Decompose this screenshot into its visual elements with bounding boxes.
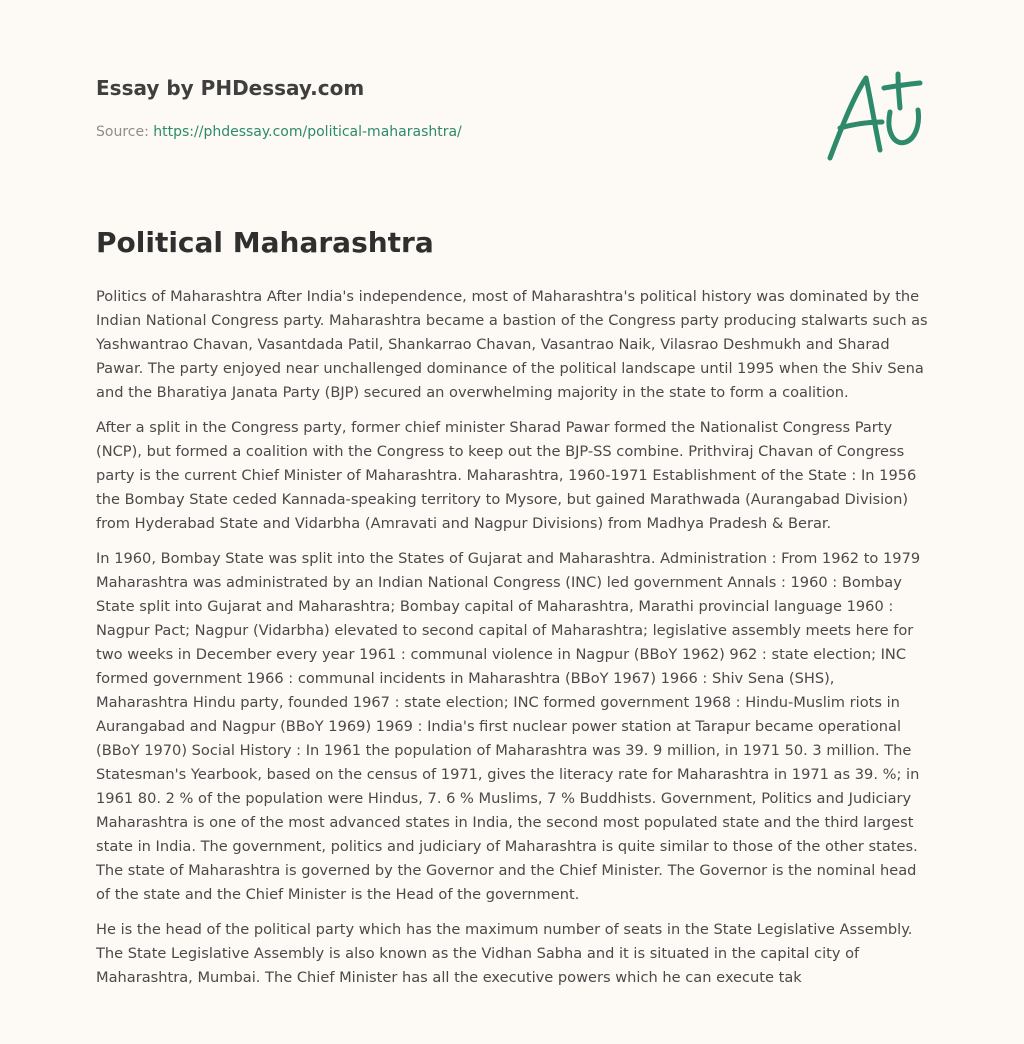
source-line — [96, 124, 462, 140]
essay-title: Political Maharashtra — [96, 226, 434, 259]
a-plus-logo-icon — [820, 66, 930, 166]
essay-paragraph: In 1960, Bombay State was split into the States of Gujarat and Maharashtra. Administration : From 1962 to 1979 Maharashtra was administrated by an Indian National Congress (INC) led government Annals : 1960 : Bombay State split into Gujarat and Maharashtra; Bombay capital of Maharashtra, Marathi provincial language 1960 : Nagpur Pact; Nagpur (Vidarbha) elevated to second capital of Maharashtra; legislative assembly meets here for two weeks in December every year 1961 : communal violence in Nagpur (BBoY 1962) 962 : state election; INC formed government 1966 : communal incidents in Maharashtra (BBoY 1967) 1966 : Shiv Sena (SHS), Maharashtra Hindu party, founded 1967 : state election; INC formed government 1968 : Hindu-Muslim riots in Aurangabad and Nagpur (BBoY 1969) 1969 : India's first nuclear power station at Tarapur became operational (BBoY 1970) Social History : In 1961 the population of Maharashtra was 39. 9 million, in 1971 50. 3 million. The Statesman's Yearbook, based on the census of 1971, gives the literacy rate for Maharashtra in 1971 as 39. %; in 1961 80. 2 % of the population were Hindus, 7. 6 % Muslims, 7 % Buddhists. Government, Politics and Judiciary Maharashtra is one of the most advanced states in India, the second most populated state and the third largest state in India. The government, politics and judiciary of Maharashtra is quite similar to those of the other states. The state of Maharashtra is governed by the Governor and the Chief Minister. The Governor is the nominal head of the state and the Chief Minister is the Head of the government. — [96, 550, 921, 903]
essay-body — [96, 285, 930, 1001]
site-title: Essay by PHDessay.com — [96, 76, 365, 100]
source-link[interactable]: https://phdessay.com/political-maharashtra/ — [153, 124, 462, 140]
essay-paragraph: Politics of Maharashtra After India's independence, most of Maharashtra's political history was dominated by the Indian National Congress party. Maharashtra became a bastion of the Congress party producing stalwarts such as Yashwantrao Chavan, Vasantdada Patil, Shankarrao Chavan, Vasantrao Naik, Vilasrao Deshmukh and Sharad Pawar. The party enjoyed near unchallenged dominance of the political landscape until 1995 when the Shiv Sena and the Bharatiya Janata Party (BJP) secured an overwhelming majority in the state to form a coalition. — [96, 288, 928, 401]
source-label: Source: — [96, 124, 154, 140]
essay-paragraph: After a split in the Congress party, former chief minister Sharad Pawar formed the Nationalist Congress Party (NCP), but formed a coalition with the Congress to keep out the BJP-SS combine. Prithviraj Chavan of Congress party is the current Chief Minister of Maharashtra. Maharashtra, 1960-1971 Establishment of the State : In 1956 the Bombay State ceded Kannada-speaking territory to Mysore, but gained Marathwada (Aurangabad Division) from Hyderabad State and Vidarbha (Amravati and Nagpur Divisions) from Madhya Pradesh & Berar. — [96, 419, 917, 532]
essay-paragraph: He is the head of the political party which has the maximum number of seats in the State Legislative Assembly. The State Legislative Assembly is also known as the Vidhan Sabha and it is situated in the capital city of Maharashtra, Mumbai. The Chief Minister has all the executive powers which he can execute tak — [96, 921, 913, 986]
